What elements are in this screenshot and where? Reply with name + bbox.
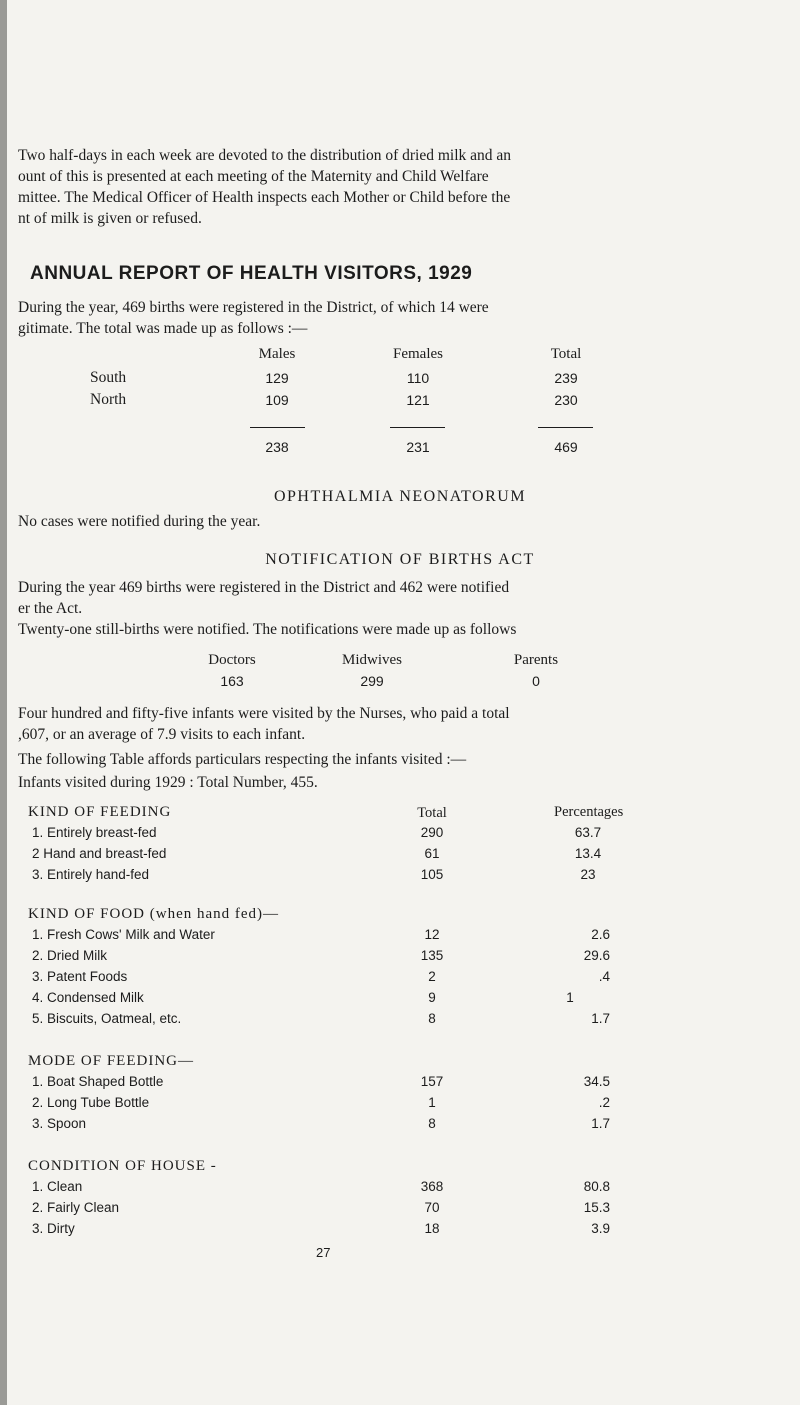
notification-line-2: er the Act. (18, 600, 83, 617)
table-row-pct: 63.7 (574, 825, 602, 840)
table-row-pct: 29.6 (583, 948, 610, 963)
table-row-pct: 3.9 (591, 1221, 610, 1236)
intro-line-3: mittee. The Medical Officer of Health inspects each Mother or Child before the (18, 189, 511, 206)
table-row-label: 3. Entirely hand-fed (32, 867, 150, 882)
births-total-males: 238 (265, 439, 289, 455)
table-row-pct: 23 (580, 867, 596, 882)
births-south-total: 239 (554, 370, 578, 386)
notif-col-doctors: Doctors (208, 652, 256, 668)
notif-doctors-value: 163 (220, 673, 244, 689)
table-row-label: 3. Patent Foods (32, 969, 128, 984)
intro-line-4: nt of milk is given or refused. (18, 210, 202, 227)
table-row-pct: .2 (598, 1095, 610, 1110)
table-row-pct: 34.5 (583, 1074, 610, 1089)
section-heading-kind-of-feeding: KIND OF FEEDING (28, 804, 172, 820)
births-sum-rule-total (538, 427, 593, 428)
table-row-total: 368 (420, 1179, 444, 1194)
table-row-pct: 13.4 (574, 846, 602, 861)
births-sum-rule-males (250, 427, 305, 428)
table-row-label: 2. Fairly Clean (32, 1200, 120, 1215)
table-row-total: 105 (420, 867, 444, 882)
births-row-south-label: South (90, 369, 127, 386)
births-north-males: 109 (265, 392, 289, 408)
table-row-total: 12 (424, 927, 440, 942)
table-row-label: 2. Dried Milk (32, 948, 108, 963)
page-edge-shadow (0, 0, 7, 1405)
births-total-all: 469 (554, 439, 578, 455)
births-row-north-label: North (90, 391, 127, 408)
visits-line-4: Infants visited during 1929 : Total Number, 455. (18, 774, 318, 791)
visits-line-2: ,607, or an average of 7.9 visits to each infant. (18, 726, 306, 743)
table-row-total: 8 (428, 1116, 436, 1131)
table-row-pct: 15.3 (583, 1200, 610, 1215)
ophthalmia-heading: OPHTHALMIA NEONATORUM (273, 488, 527, 505)
notification-heading: NOTIFICATION OF BIRTHS ACT (265, 551, 535, 568)
table-row-total: 18 (424, 1221, 440, 1236)
table-row-pct: 1.7 (591, 1011, 610, 1026)
table-row-total: 135 (420, 948, 444, 963)
section-heading-mode-of-feeding: MODE OF FEEDING— (28, 1053, 194, 1069)
ophthalmia-text: No cases were notified during the year. (18, 513, 261, 530)
table-row-label: 1. Entirely breast-fed (32, 825, 157, 840)
annual-report-line-1: During the year, 469 births were registered in the District, of which 14 were (18, 299, 489, 316)
table-row-total: 61 (424, 846, 440, 861)
table-row-label: 4. Condensed Milk (32, 990, 144, 1005)
table-row-total: 157 (420, 1074, 444, 1089)
table-row-total: 9 (428, 990, 436, 1005)
table-row-total: 290 (420, 825, 444, 840)
annual-report-heading: ANNUAL REPORT OF HEALTH VISITORS, 1929 (30, 263, 473, 284)
table-row-pct: 1 (566, 990, 574, 1005)
notif-col-midwives: Midwives (342, 652, 402, 668)
births-south-males: 129 (265, 370, 289, 386)
births-col-males: Males (258, 346, 296, 362)
table-row-total: 70 (424, 1200, 440, 1215)
infants-col-percentages: Percentages (554, 804, 624, 820)
notification-line-1: During the year 469 births were registered in the District and 462 were notified (18, 579, 510, 596)
table-row-label: 5. Biscuits, Oatmeal, etc. (32, 1011, 182, 1026)
intro-line-2: ount of this is presented at each meeting of the Maternity and Child Welfare (18, 168, 489, 185)
births-sum-rule-females (390, 427, 445, 428)
table-row-pct: 1.7 (591, 1116, 610, 1131)
births-col-total: Total (550, 346, 582, 362)
section-heading-kind-of-food: KIND OF FOOD (when hand fed)— (28, 906, 280, 922)
table-row-label: 1. Clean (32, 1179, 83, 1194)
table-row-label: 3. Dirty (32, 1221, 75, 1236)
births-col-females: Females (393, 346, 443, 362)
intro-line-1: Two half-days in each week are devoted to the distribution of dried milk and an (18, 147, 512, 164)
section-heading-condition-of-house: CONDITION OF HOUSE - (28, 1158, 217, 1174)
infants-col-total: Total (417, 805, 447, 821)
visits-line-3: The following Table affords particulars respecting the infants visited :— (18, 751, 467, 768)
births-total-females: 231 (406, 439, 430, 455)
table-row-label: 2. Long Tube Bottle (32, 1095, 150, 1110)
notif-parents-value: 0 (532, 673, 540, 689)
notif-midwives-value: 299 (360, 673, 384, 689)
table-row-pct: .4 (598, 969, 610, 984)
births-north-females: 121 (406, 392, 430, 408)
table-row-pct: 2.6 (591, 927, 610, 942)
births-south-females: 110 (406, 370, 430, 386)
visits-line-1: Four hundred and fifty-five infants were visited by the Nurses, who paid a total (18, 705, 510, 722)
notification-line-3: Twenty-one still-births were notified. The notifications were made up as follows (18, 621, 517, 638)
table-row-label: 1. Boat Shaped Bottle (32, 1074, 164, 1089)
notif-col-parents: Parents (513, 652, 559, 668)
table-row-total: 1 (428, 1095, 436, 1110)
page-number: 27 (316, 1245, 331, 1260)
table-row-label: 1. Fresh Cows' Milk and Water (32, 927, 215, 942)
births-north-total: 230 (554, 392, 578, 408)
table-row-label: 2 Hand and breast-fed (32, 846, 167, 861)
table-row-total: 2 (428, 969, 436, 984)
table-row-pct: 80.8 (583, 1179, 610, 1194)
table-row-label: 3. Spoon (32, 1116, 87, 1131)
table-row-total: 8 (428, 1011, 436, 1026)
annual-report-line-2: gitimate. The total was made up as follows :— (18, 320, 308, 337)
